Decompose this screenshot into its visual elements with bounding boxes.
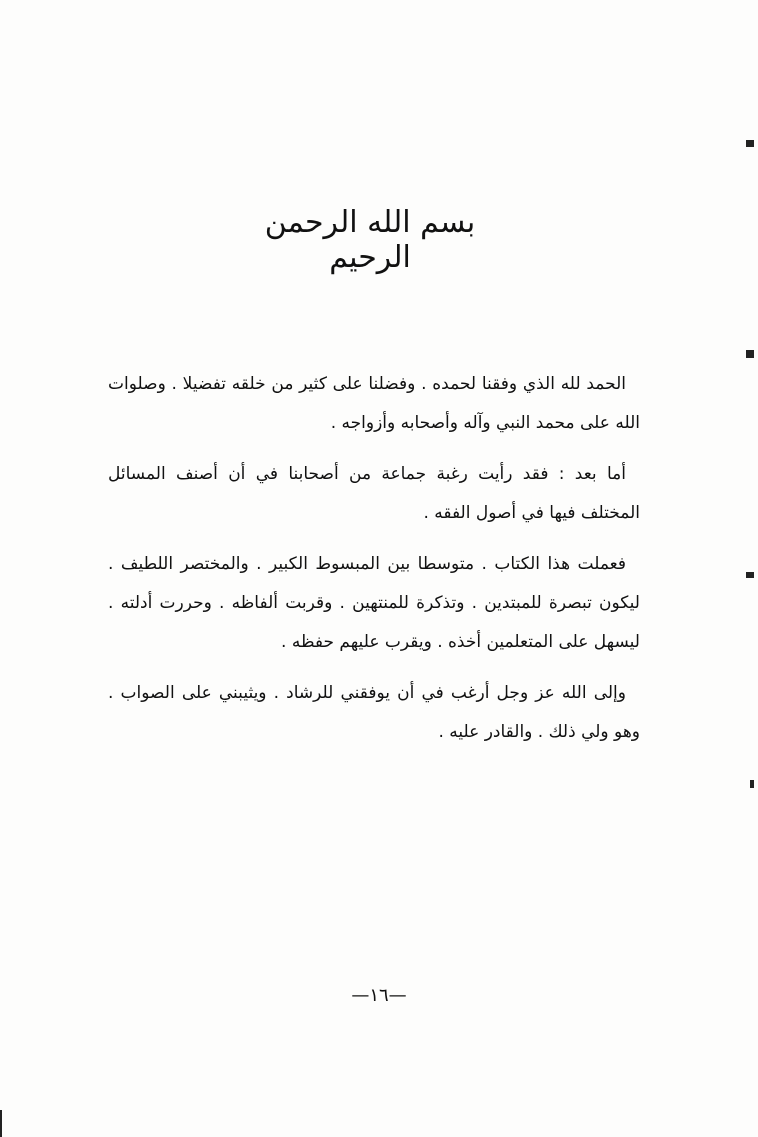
basmala-text: بسم الله الرحمن الرحيم — [264, 205, 476, 275]
paragraph-2: أما بعد : فقد رأيت رغبة جماعة من أصحابنا في أن أصنف المسائل المختلف فيها في أصول الفقه . — [108, 464, 640, 523]
scan-mark — [0, 1110, 2, 1137]
scan-mark — [746, 140, 754, 147]
basmala-calligraphy — [250, 205, 490, 275]
body-text — [108, 365, 640, 764]
scan-mark — [746, 350, 754, 358]
page-number: —١٦— — [351, 985, 407, 1006]
scan-mark — [750, 780, 754, 788]
paragraph-3: فعملت هذا الكتاب . متوسطا بين المبسوط الكبير . والمختصر اللطيف . ليكون تبصرة للمبتدين . وتذكرة للمنتهين . وقربت ألفاظه . وحررت أدلته . ليسهل على المتعلمين أخذه . ويقرب عليهم حفظه . — [108, 554, 640, 652]
paragraph-4: وإلى الله عز وجل أرغب في أن يوفقني للرشاد . ويثيبني على الصواب . وهو ولي ذلك . والقادر عليه . — [108, 683, 640, 742]
paragraph-1: الحمد لله الذي وفقنا لحمده . وفضلنا على كثير من خلقه تفضيلا . وصلوات الله على محمد النبي وآله وأصحابه وأزواجه . — [108, 374, 640, 433]
scan-mark — [746, 572, 754, 578]
